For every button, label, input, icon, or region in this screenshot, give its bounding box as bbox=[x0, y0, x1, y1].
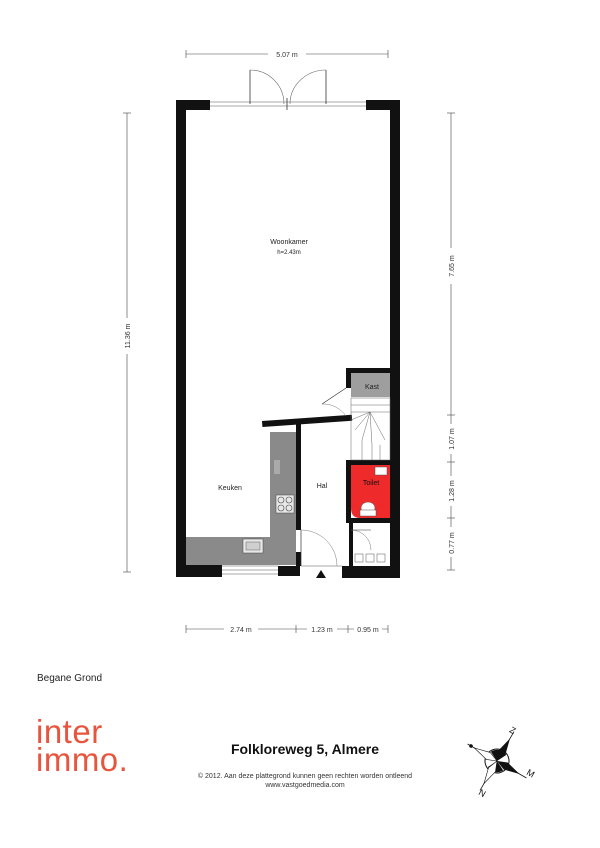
floor-label: Begane Grond bbox=[37, 673, 103, 684]
compass-z-label: Z bbox=[507, 724, 518, 737]
copyright-text: © 2012. Aan deze plattegrond kunnen geen rechten worden ontleend bbox=[197, 773, 413, 780]
hall-door bbox=[322, 388, 346, 416]
dimension-left bbox=[122, 113, 132, 572]
dim-label-top: 5.07 m bbox=[276, 52, 298, 59]
logo-line-2: immo. bbox=[36, 741, 129, 778]
compass-m-label: M bbox=[524, 767, 537, 780]
compass-icon bbox=[451, 715, 544, 808]
toilet-room bbox=[351, 465, 390, 518]
kitchen-counter bbox=[186, 432, 296, 565]
room-label-hal: Hal bbox=[316, 483, 328, 490]
dim-label-right-mid1: 1.07 m bbox=[449, 428, 456, 450]
dimension-top bbox=[186, 49, 388, 59]
compass-n-label: N bbox=[476, 787, 488, 800]
room-label-keuken: Keuken bbox=[218, 485, 242, 492]
front-door bbox=[301, 530, 342, 578]
dim-label-right-upper: 7.65 m bbox=[449, 255, 456, 277]
room-label-woonkamer-height: h=2.43m bbox=[277, 250, 301, 256]
website-link[interactable]: www.vastgoedmedia.com bbox=[265, 782, 345, 789]
dim-label-left: 11.36 m bbox=[125, 323, 132, 349]
dim-label-right-low: 0.77 m bbox=[449, 532, 456, 554]
logo-line-1: inter bbox=[36, 713, 103, 750]
room-label-toilet: Toilet bbox=[362, 480, 380, 487]
stairs bbox=[351, 398, 390, 460]
dimension-right bbox=[446, 113, 456, 570]
brand-logo bbox=[36, 713, 129, 778]
dim-label-bottom-1: 2.74 m bbox=[230, 627, 252, 634]
copyright-block bbox=[150, 772, 460, 790]
room-label-kast: Kast bbox=[364, 384, 380, 391]
kitchen-window bbox=[222, 566, 278, 574]
room-label-woonkamer: Woonkamer bbox=[270, 239, 308, 246]
dimension-bottom bbox=[186, 624, 388, 634]
meter-cupboard bbox=[351, 523, 385, 566]
dim-label-right-mid2: 1.28 m bbox=[449, 480, 456, 502]
dim-label-bottom-2: 1.23 m bbox=[311, 627, 333, 634]
property-address: Folkloreweg 5, Almere bbox=[230, 741, 380, 757]
dim-label-bottom-3: 0.95 m bbox=[357, 627, 379, 634]
garden-doors bbox=[210, 70, 366, 110]
